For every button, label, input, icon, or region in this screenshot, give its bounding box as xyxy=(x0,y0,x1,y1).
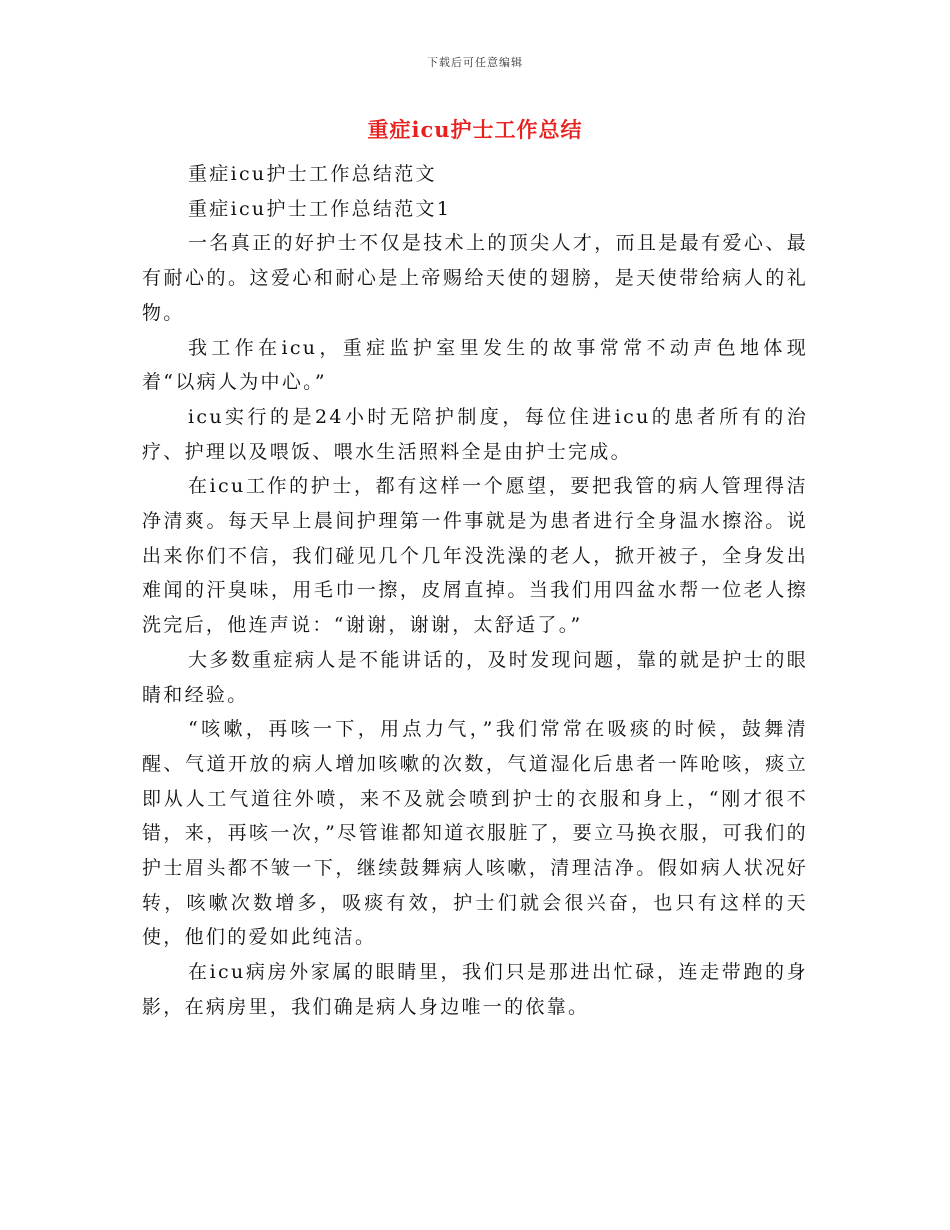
page-header-note: 下载后可任意编辑 xyxy=(427,56,523,69)
paragraph: 重症icu护士工作总结范文 xyxy=(188,163,437,185)
paragraph: 一名真正的好护士不仅是技术上的顶尖人才，而且是最有爱心、最有耐心的。这爱心和耐心是上帝赐给天使的翅膀，是天使带给病人的礼物。 xyxy=(142,232,808,324)
document-body xyxy=(142,157,808,1025)
paragraph: 我工作在icu，重症监护室里发生的故事常常不动声色地体现着“以病人为中心。” xyxy=(142,336,808,394)
paragraph: 在icu工作的护士，都有这样一个愿望，要把我管的病人管理得洁净清爽。每天早上晨间护理第一件事就是为患者进行全身温水擦浴。说出来你们不信，我们碰见几个几年没洗澡的老人，掀开被子，全身发出难闻的汗臭味，用毛巾一擦，皮屑直掉。当我们用四盆水帮一位老人擦洗完后，他连声说：“谢谢，谢谢，太舒适了。” xyxy=(142,475,808,637)
paragraph: 重症icu护士工作总结范文1 xyxy=(188,197,452,220)
paragraph: 大多数重症病人是不能讲话的，及时发现问题，靠的就是护士的眼睛和经验。 xyxy=(142,648,808,706)
paragraph: icu实行的是24小时无陪护制度，每位住进icu的患者所有的治疗、护理以及喂饭、喂水生活照料全是由护士完成。 xyxy=(142,405,808,463)
paragraph: 在icu病房外家属的眼睛里，我们只是那进出忙碌，连走带跑的身影，在病房里，我们确是病人身边唯一的依靠。 xyxy=(142,961,808,1018)
document-title: 重症icu护士工作总结 xyxy=(367,117,583,142)
paragraph: “咳嗽，再咳一下，用点力气，”我们常常在吸痰的时候，鼓舞清醒、气道开放的病人增加咳嗽的次数，气道湿化后患者一阵呛咳，痰立即从人工气道往外喷，来不及就会喷到护士的衣服和身上，“刚才很不错，来，再咳一次，”尽管谁都知道衣服脏了，要立马换衣服，可我们的护士眉头都不皱一下，继续鼓舞病人咳嗽，清理洁净。假如病人状况好转，咳嗽次数增多，吸痰有效，护士们就会很兴奋，也只有这样的天使，他们的爱如此纯洁。 xyxy=(142,718,808,949)
